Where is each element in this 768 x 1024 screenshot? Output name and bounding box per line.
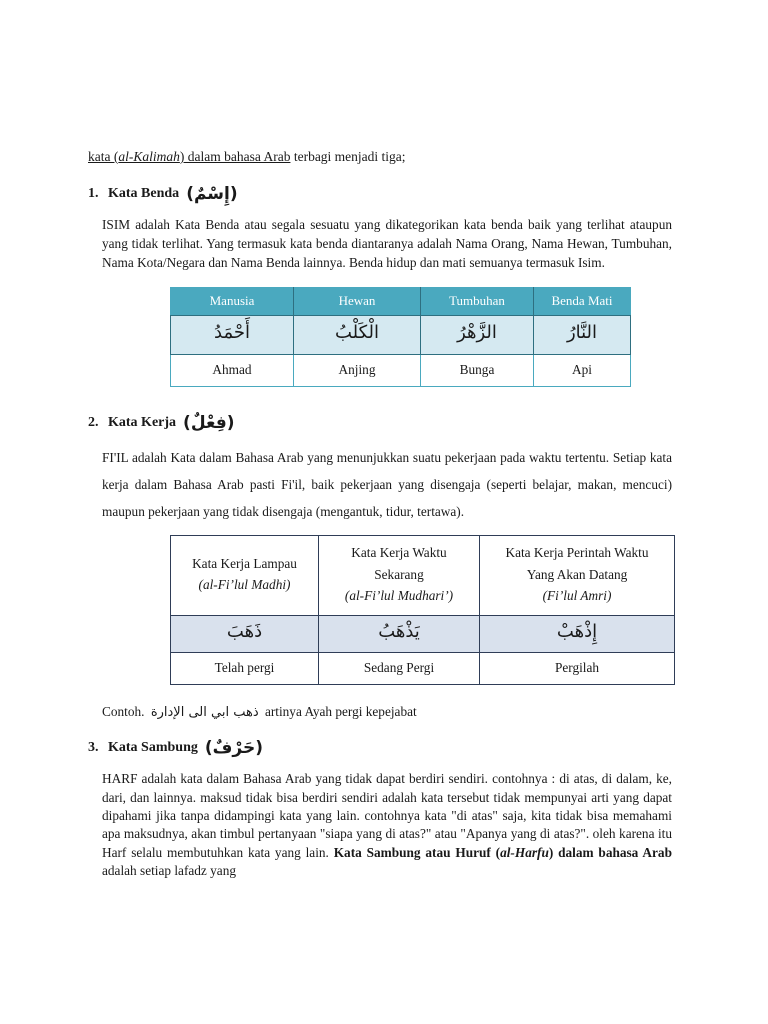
intro-tail: terbagi menjadi tiga; bbox=[290, 149, 406, 164]
section-2-body bbox=[88, 445, 672, 525]
section-1-title: Kata Benda bbox=[108, 186, 180, 202]
table-fiil-header-sekarang-line2: Sekarang bbox=[374, 566, 424, 582]
table-fiil-header-amri-line1: Kata Kerja Perintah Waktu bbox=[505, 545, 649, 561]
table-fiil-header-row bbox=[171, 536, 675, 616]
table-isim-arabic-benda-mati: النَّارُ bbox=[534, 315, 631, 355]
contoh-label: Contoh. bbox=[102, 704, 145, 720]
contoh-line bbox=[88, 703, 672, 722]
table-fiil-header-sekarang bbox=[319, 536, 480, 616]
table-fiil-header-amri-line3: (Fi’lul Amri) bbox=[542, 588, 612, 604]
table-isim-arabic-tumbuhan: الزَّهْرُ bbox=[421, 315, 534, 355]
section-1-number: 1. bbox=[88, 186, 99, 202]
section-1-arabic-title: (إِسْمٌ) bbox=[186, 184, 238, 205]
table-isim-translation-hewan: Anjing bbox=[294, 355, 421, 387]
table-isim-translation-manusia: Ahmad bbox=[171, 355, 294, 387]
table-fiil-translation-amri: Pergilah bbox=[480, 653, 675, 685]
intro-line bbox=[88, 148, 672, 166]
intro-italic-term: al-Kalimah bbox=[118, 149, 180, 164]
table-isim-header-row bbox=[171, 287, 631, 315]
section-3-heading bbox=[88, 738, 672, 759]
section-1-body: ISIM adalah Kata Benda atau segala sesuatu yang dikategorikan kata benda baik yang terlihat ataupun yang tidak terlihat. Yang termasuk kata benda diantaranya adalah Nama Orang, Nama Hewan, Tumbuhan, Nama Kota/Negara dan Nama Benda lainnya. Benda hidup dan mati semuanya termasuk Isim. bbox=[102, 217, 672, 270]
table-isim-arabic-manusia: أَحْمَدُ bbox=[171, 315, 294, 355]
table-isim-header-benda-mati: Benda Mati bbox=[534, 287, 631, 315]
section-2-number: 2. bbox=[88, 415, 99, 431]
section-3-body-bold bbox=[334, 845, 672, 860]
section-2-body-line-1: FI'IL adalah Kata dalam Bahasa Arab yang menunjukkan suatu pekerjaan pada waktu tertentu. bbox=[102, 450, 610, 466]
table-isim bbox=[170, 287, 631, 388]
section-3-title: Kata Sambung bbox=[108, 740, 198, 756]
table-isim-arabic-row bbox=[171, 315, 631, 355]
section-3-bold-lead: Kata Sambung atau Huruf ( bbox=[333, 844, 501, 860]
intro-underlined-suffix: ) dalam bahasa Arab bbox=[179, 149, 291, 164]
section-3-bold-tail: ) dalam bahasa Arab bbox=[548, 844, 672, 860]
table-fiil-arabic-amri: إِذْهَبْ bbox=[480, 615, 675, 653]
table-fiil-arabic-lampau: ذَهَبَ bbox=[171, 615, 319, 653]
section-3-arabic-title: (حَرْفٌ) bbox=[204, 738, 263, 759]
table-isim-arabic-hewan: الْكَلْبُ bbox=[294, 315, 421, 355]
table-isim-header-tumbuhan: Tumbuhan bbox=[421, 287, 534, 315]
section-1-heading bbox=[88, 184, 672, 205]
table-fiil-arabic-row bbox=[171, 615, 675, 653]
table-fiil-translation-row bbox=[171, 653, 675, 685]
table-isim-translation-tumbuhan: Bunga bbox=[421, 355, 534, 387]
section-2-heading bbox=[88, 413, 672, 434]
table-fiil-header-lampau-line1: Kata Kerja Lampau bbox=[192, 555, 297, 571]
table-isim-header-manusia: Manusia bbox=[171, 287, 294, 315]
table-fiil-header-lampau-line2: (al-Fi’lul Madhi) bbox=[198, 577, 291, 593]
table-fiil-header-sekarang-line3: (al-Fi’lul Mudhari’) bbox=[344, 588, 454, 604]
section-2-body-line-3: makan, mencuci) maupun pekerjaan yang tidak disengaja (mengantuk, tidur, tertawa). bbox=[102, 476, 673, 519]
contoh-meaning: artinya Ayah pergi kepejabat bbox=[264, 704, 417, 720]
table-fiil-header-sekarang-line1: Kata Kerja Waktu bbox=[351, 545, 447, 561]
table-fiil-header-amri-line2: Yang Akan Datang bbox=[526, 566, 628, 582]
section-3-bold-italic-term: al-Harfu bbox=[500, 844, 549, 860]
table-fiil-translation-lampau: Telah pergi bbox=[171, 653, 319, 685]
table-isim-translation-row bbox=[171, 355, 631, 387]
section-3-body-intro: HARF adalah kata dalam Bahasa Arab yang tidak dapat berdiri sendiri. contohnya : di atas, di dalam, ke, dari, dan lainnya. maksud tidak bisa berdiri sendiri adalah kata tersebut tidak mempunyai arti yang dapat dipahami jika tanpa didampingi kata yang lain. contohnya kata "di atas" saja, kita tidak bisa memahami apa maksudnya, akan timbul pertanyaan "siapa yang di atas?" atau "Apanya yang di atas?". oleh karena itu Harf selalu membutuhkan kata yang lain. bbox=[102, 771, 672, 860]
section-3-number: 3. bbox=[88, 740, 99, 756]
contoh-arabic: ذهب ابي الى الإدارة bbox=[150, 705, 259, 721]
section-3-body-tail: adalah setiap lafadz yang bbox=[102, 863, 237, 879]
section-2-body-line-2: Setiap kata kerja dalam Bahasa Arab pasti Fi'il, baik pekerjaan yang disengaja (seperti belajar, bbox=[102, 450, 673, 492]
table-fiil-translation-sekarang: Sedang Pergi bbox=[319, 653, 480, 685]
table-fiil bbox=[170, 535, 675, 685]
section-2-arabic-title: (فِعْلٌ) bbox=[183, 413, 235, 434]
section-3-body bbox=[88, 770, 672, 880]
section-2-title: Kata Kerja bbox=[108, 415, 177, 431]
table-isim-header-hewan: Hewan bbox=[294, 287, 421, 315]
intro-underlined-prefix: kata ( bbox=[88, 149, 119, 164]
table-fiil-header-lampau bbox=[171, 536, 319, 616]
table-fiil-header-amri bbox=[480, 536, 675, 616]
table-isim-translation-benda-mati: Api bbox=[534, 355, 631, 387]
table-fiil-arabic-sekarang: يَذْهَبُ bbox=[319, 615, 480, 653]
